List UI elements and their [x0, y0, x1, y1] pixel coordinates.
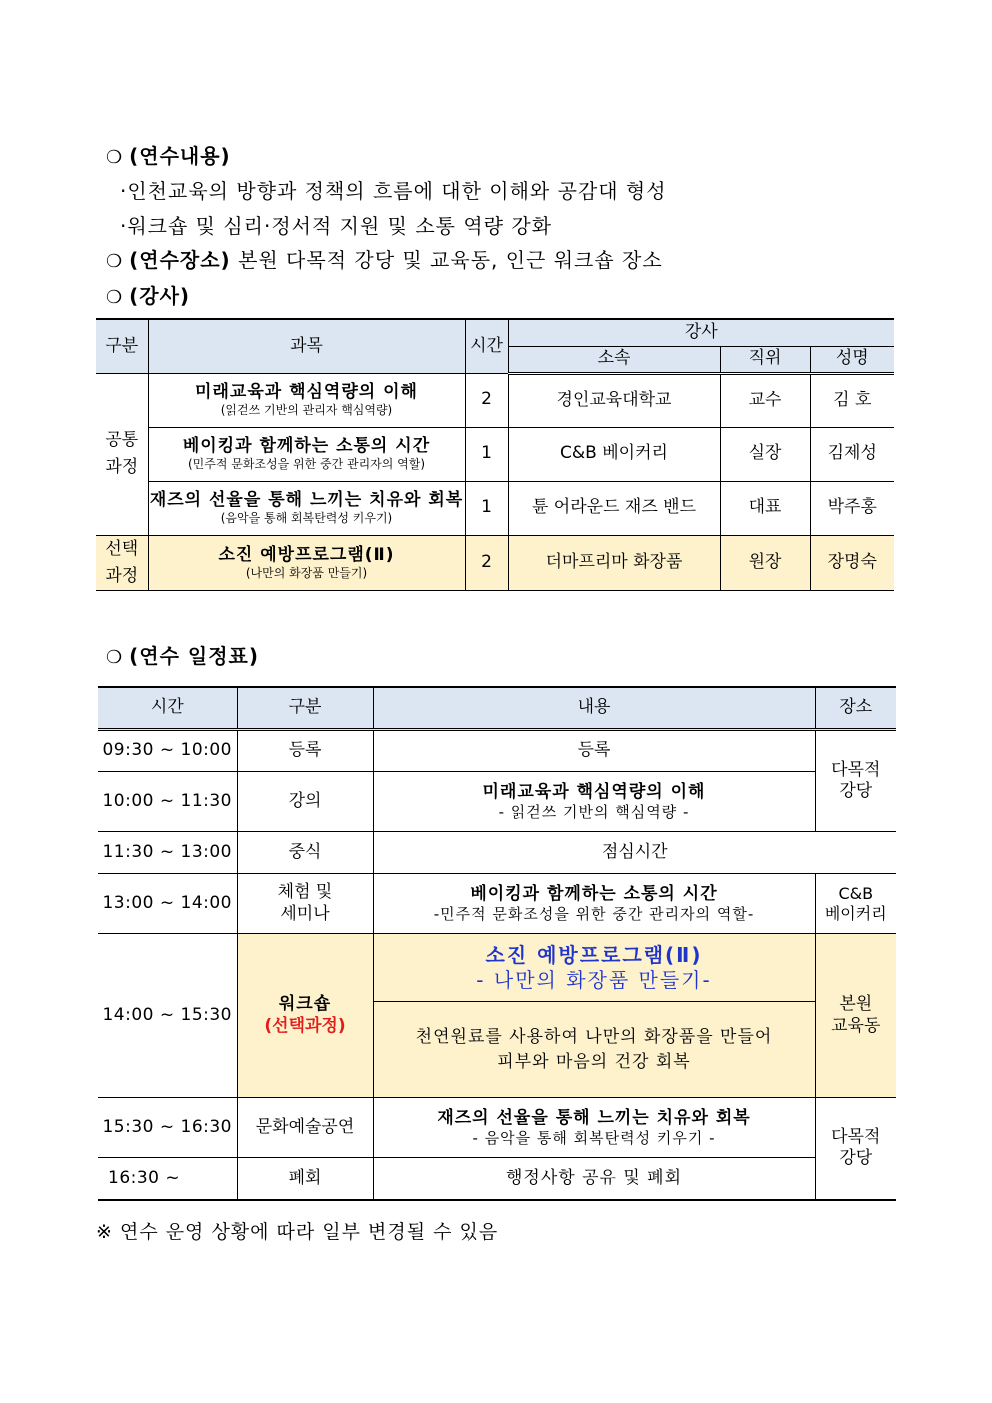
content-cell: 등록 [373, 730, 815, 772]
category-cell: 문화예술공연 [237, 1098, 373, 1158]
name-cell: 김 호 [810, 373, 894, 427]
category-title: 워크숍 [278, 994, 332, 1015]
header-content: 내용 [373, 687, 815, 730]
venue-heading-label: (연수장소) [129, 248, 231, 272]
place-cell: C&B 베이커리 [815, 874, 896, 934]
subject-title: 소진 예방프로그램(Ⅱ) [218, 544, 395, 565]
affiliation-cell: 경인교육대학교 [508, 373, 720, 427]
schedule-table [98, 686, 896, 1201]
table-row [98, 1158, 896, 1200]
name-cell: 장명숙 [810, 535, 894, 590]
category-cell: 등록 [237, 730, 373, 772]
content-heading [106, 140, 231, 169]
table-row [96, 481, 894, 535]
time-cell: 10:00 ~ 11:30 [98, 772, 237, 832]
content-cell [373, 772, 815, 832]
category-cell: 강의 [237, 772, 373, 832]
affiliation-cell: 튠 어라운드 재즈 밴드 [508, 481, 720, 535]
header-affiliation: 소속 [508, 346, 720, 373]
content-title: 베이킹과 함께하는 소통의 시간 [470, 883, 718, 904]
group-common: 공통 과정 [96, 373, 148, 535]
subject-subtitle: (민주적 문화조성을 위한 중간 관리자의 역할) [187, 457, 426, 472]
category-note: (선택과정) [264, 1015, 346, 1036]
table-row [96, 427, 894, 481]
subject-cell [148, 427, 465, 481]
lecturer-table [96, 318, 894, 591]
subject-subtitle: (음악을 통해 회복탄력성 키우기) [220, 511, 393, 526]
content-cell: 점심시간 [373, 832, 896, 874]
subject-subtitle: (나만의 화장품 만들기) [245, 565, 368, 580]
circle-bullet-icon: ❍ [106, 251, 124, 272]
header-subject: 과목 [148, 319, 465, 373]
circle-bullet-icon: ❍ [106, 147, 124, 168]
content-title: 미래교육과 핵심역량의 이해 [482, 781, 706, 802]
schedule-heading [106, 640, 259, 669]
time-cell: 09:30 ~ 10:00 [98, 730, 237, 772]
category-cell [237, 934, 373, 1098]
header-time: 시간 [98, 687, 237, 730]
venue-line [106, 244, 663, 273]
place-cell: 다목적 강당 [815, 1098, 896, 1200]
header-position: 직위 [720, 346, 810, 373]
content-cell [373, 1098, 815, 1158]
content-subtitle: -민주적 문화조성을 위한 중간 관리자의 역할- [433, 904, 755, 923]
table-row [96, 373, 894, 427]
place-cell: 다목적 강당 [815, 730, 896, 832]
content-detail: 천연원료를 사용하여 나만의 화장품을 만들어 피부와 마음의 건강 회복 [373, 1002, 815, 1098]
position-cell: 교수 [720, 373, 810, 427]
subject-cell [148, 373, 465, 427]
content-cell [373, 874, 815, 934]
schedule-heading-label: (연수 일정표) [129, 644, 259, 668]
content-item: ·인천교육의 방향과 정책의 흐름에 대한 이해와 공감대 형성 [120, 179, 667, 203]
hours-cell: 2 [465, 535, 508, 590]
subject-cell [148, 535, 465, 590]
time-cell: 16:30 ~ [98, 1158, 237, 1200]
header-name: 성명 [810, 346, 894, 373]
table-row [98, 832, 896, 874]
position-cell: 원장 [720, 535, 810, 590]
header-category: 구분 [96, 319, 148, 373]
affiliation-cell: C&B 베이커리 [508, 427, 720, 481]
name-cell: 김제성 [810, 427, 894, 481]
time-cell: 14:00 ~ 15:30 [98, 934, 237, 1098]
table-row [98, 934, 896, 1002]
category-cell: 체험 및 세미나 [237, 874, 373, 934]
subject-title: 베이킹과 함께하는 소통의 시간 [182, 435, 431, 456]
content-title: 소진 예방프로그램(Ⅱ) [485, 942, 703, 967]
position-cell: 대표 [720, 481, 810, 535]
subject-title: 미래교육과 핵심역량의 이해 [195, 381, 418, 402]
circle-bullet-icon: ❍ [106, 287, 124, 308]
table-row [98, 874, 896, 934]
subject-subtitle: (읽걷쓰 기반의 관리자 핵심역량) [220, 403, 393, 418]
content-heading-label: (연수내용) [129, 144, 231, 168]
place-cell: 본원 교육동 [815, 934, 896, 1098]
header-lecturer: 강사 [508, 319, 894, 346]
table-row [98, 1098, 896, 1158]
content-subtitle: - 음악을 통해 회복탄력성 키우기 - [472, 1128, 716, 1147]
hours-cell: 2 [465, 373, 508, 427]
content-cell: 행정사항 공유 및 폐회 [373, 1158, 815, 1200]
time-cell: 13:00 ~ 14:00 [98, 874, 237, 934]
lecturers-heading [106, 280, 190, 309]
category-cell: 폐회 [237, 1158, 373, 1200]
hours-cell: 1 [465, 427, 508, 481]
subject-cell [148, 481, 465, 535]
content-subtitle: - 읽걷쓰 기반의 핵심역량 - [498, 802, 690, 821]
header-category: 구분 [237, 687, 373, 730]
header-hours: 시간 [465, 319, 508, 373]
name-cell: 박주홍 [810, 481, 894, 535]
category-cell: 중식 [237, 832, 373, 874]
subject-title: 재즈의 선율을 통해 느끼는 치유와 회복 [149, 489, 464, 510]
position-cell: 실장 [720, 427, 810, 481]
affiliation-cell: 더마프리마 화장품 [508, 535, 720, 590]
venue-text: 본원 다목적 강당 및 교육동, 인근 워크숍 장소 [238, 248, 663, 272]
table-row [96, 535, 894, 590]
table-row [98, 772, 896, 832]
content-title: 재즈의 선율을 통해 느끼는 치유와 회복 [437, 1107, 751, 1128]
group-elective: 선택 과정 [96, 535, 148, 590]
time-cell: 11:30 ~ 13:00 [98, 832, 237, 874]
lecturers-heading-label: (강사) [129, 284, 191, 308]
circle-bullet-icon: ❍ [106, 647, 124, 668]
time-cell: 15:30 ~ 16:30 [98, 1098, 237, 1158]
hours-cell: 1 [465, 481, 508, 535]
content-subtitle: - 나만의 화장품 만들기- [476, 967, 712, 992]
header-place: 장소 [815, 687, 896, 730]
footnote: ※ 연수 운영 상황에 따라 일부 변경될 수 있음 [96, 1221, 499, 1243]
table-row [98, 730, 896, 772]
content-item: ·워크숍 및 심리·정서적 지원 및 소통 역량 강화 [120, 214, 552, 238]
content-cell [373, 934, 815, 1002]
